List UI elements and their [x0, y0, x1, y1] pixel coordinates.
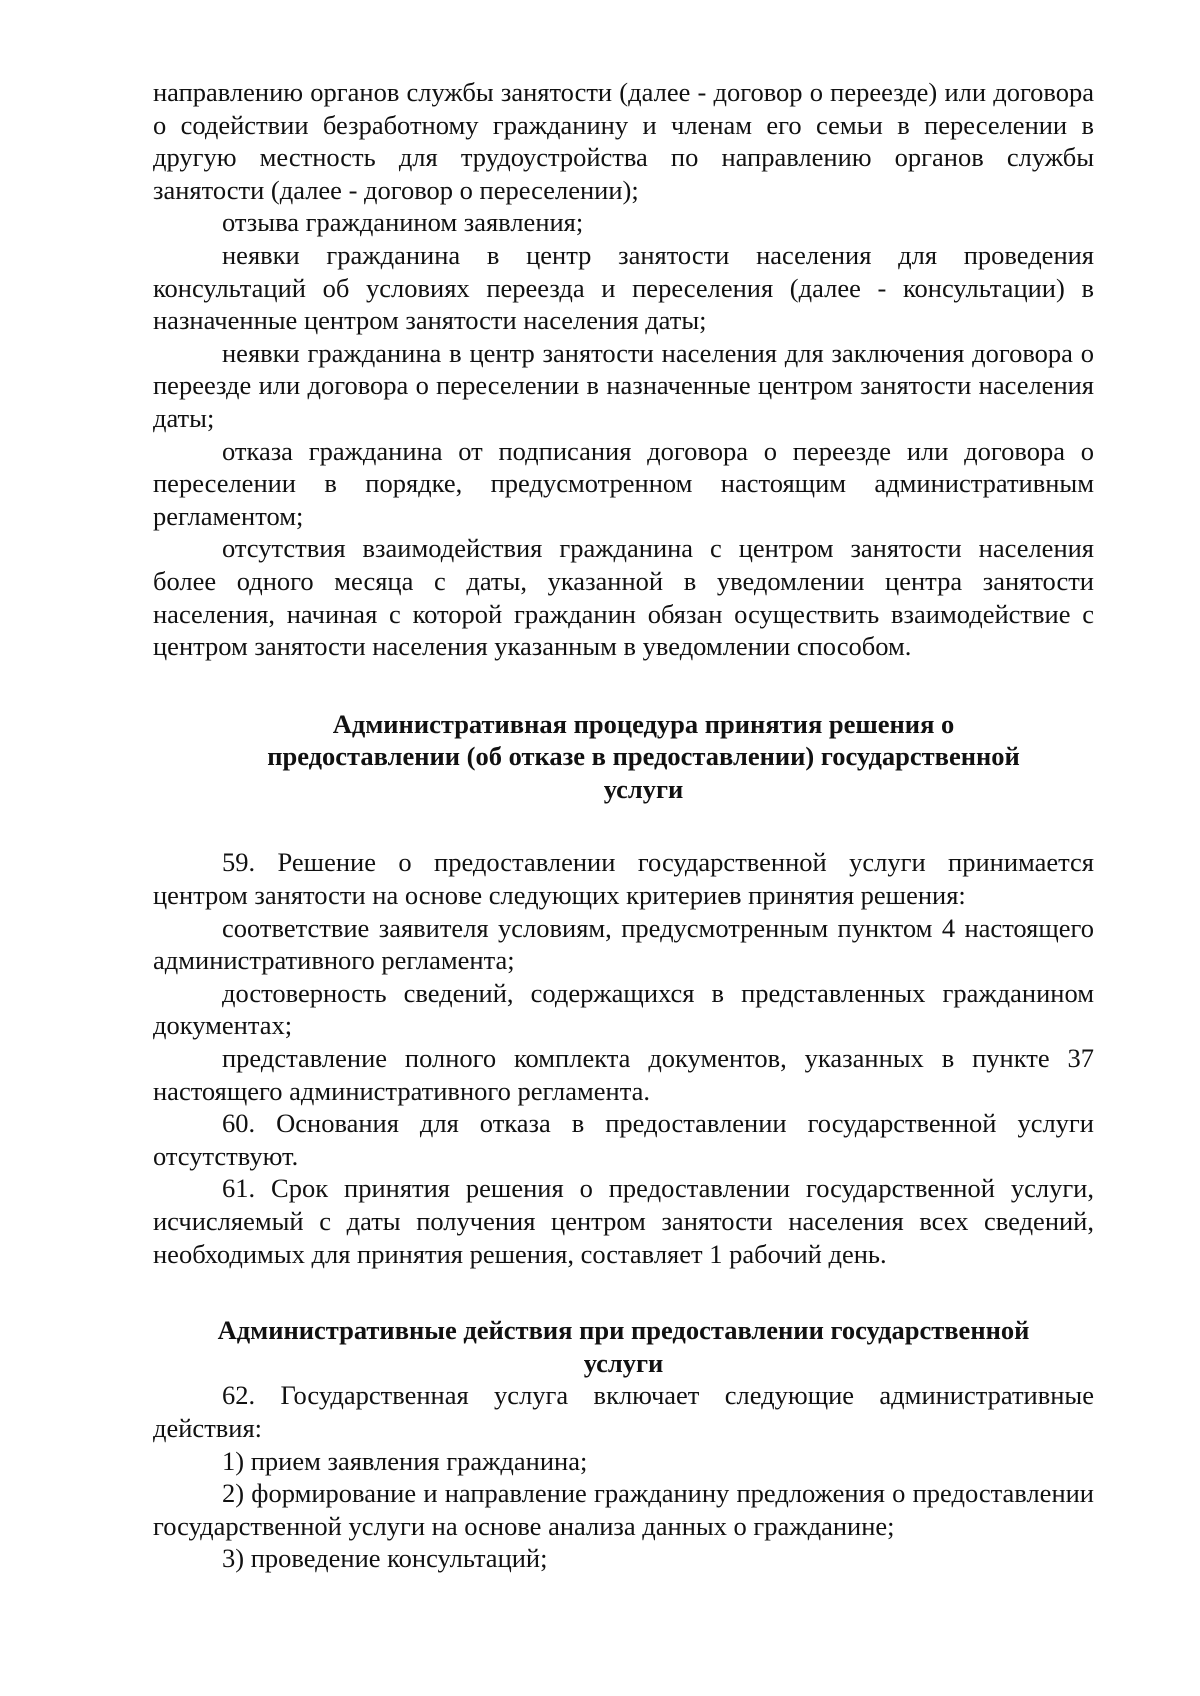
paragraph-no-interaction: отсутствия взаимодействия гражданина с центром занятости населения более одного месяца с даты, указанной в уведомлении центра занятости населения, начиная с которой гражданин обязан осуществить взаимодействие с центром занятости населения указанным в уведомлении способом.: [153, 533, 1094, 662]
list-item-1: 1) прием заявления гражданина;: [222, 1445, 588, 1476]
document-page: [153, 76, 1094, 1575]
heading-line: услуги: [603, 773, 684, 804]
paragraph-criterion-conditions: соответствие заявителя условиям, предусмотренным пунктом 4 настоящего административного регламента;: [153, 912, 1094, 976]
heading-line: предоставлении (об отказе в предоставлении) государственной: [267, 741, 1020, 772]
paragraph-59: 59. Решение о предоставлении государственной услуги принимается центром занятости на основе следующих критериев принятия решения:: [153, 847, 1094, 911]
section-heading-actions: [153, 1314, 1094, 1379]
paragraph-refusal-signing: отказа гражданина от подписания договора о переезде или договора о переселении в порядке, предусмотренном настоящим административным регламентом;: [153, 435, 1094, 531]
paragraph-withdrawal: отзыва гражданином заявления;: [222, 207, 584, 238]
paragraph-criterion-completeness: представление полного комплекта документов, указанных в пункте 37 настоящего административного регламента.: [153, 1043, 1094, 1106]
section-heading-decision: [153, 708, 1094, 806]
paragraph-continuation: направлению органов службы занятости (далее - договор о переезде) или договора о содействии безработному гражданину и членам его семьи в переселении в другую местность для трудоустройства по направлению органов службы занятости (далее - договор о переселении);: [153, 77, 1094, 205]
list-item-2: 2) формирование и направление гражданину предложения о предоставлении государственной услуги на основе анализа данных о гражданине;: [153, 1478, 1094, 1541]
paragraph-no-show-contract: неявки гражданина в центр занятости населения для заключения договора о переезде или договора о переселении в назначенные центром занятости населения даты;: [153, 337, 1094, 433]
paragraph-no-show-consultation: неявки гражданина в центр занятости населения для проведения консультаций об условиях переезда и переселения (далее - консультации) в назначенные центром занятости населения даты;: [153, 239, 1094, 336]
list-item-3: 3) проведение консультаций;: [222, 1543, 548, 1574]
paragraph-criterion-reliability: достоверность сведений, содержащихся в представленных гражданином документах;: [153, 977, 1094, 1041]
paragraph-61: 61. Срок принятия решения о предоставлении государственной услуги, исчисляемый с даты получения центром занятости населения всех сведений, необходимых для принятия решения, составляет 1 рабочий день.: [153, 1173, 1094, 1269]
paragraph-60: 60. Основания для отказа в предоставлении государственной услуги отсутствуют.: [153, 1108, 1094, 1171]
heading-line: услуги: [583, 1347, 664, 1378]
heading-line: Административная процедура принятия решения о: [332, 708, 955, 739]
heading-line: Административные действия при предоставлении государственной: [217, 1315, 1030, 1346]
paragraph-62: 62. Государственная услуга включает следующие административные действия:: [153, 1380, 1094, 1443]
